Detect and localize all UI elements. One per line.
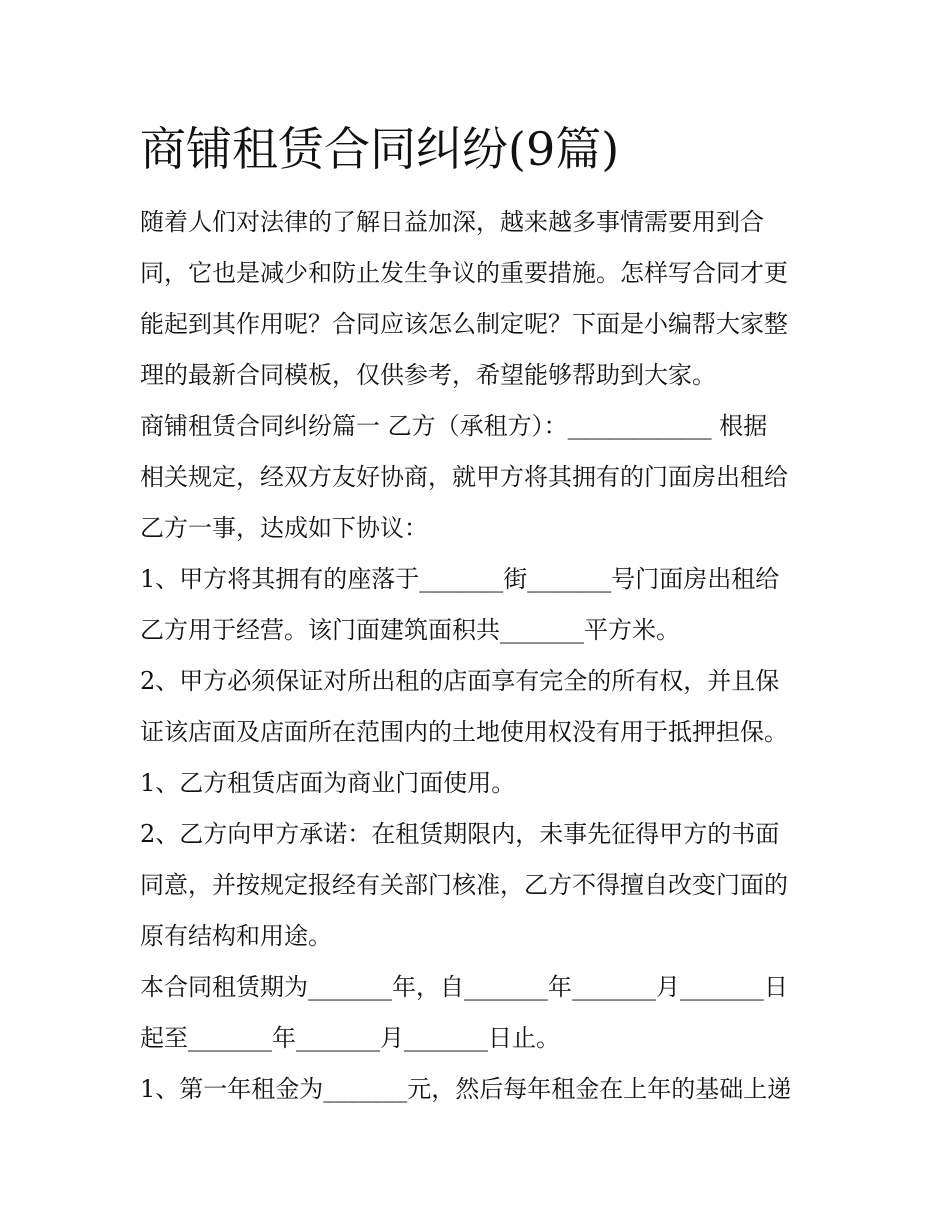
text-line: 商铺租赁合同纠纷篇一 乙方（承租方）：____________ 根据 <box>140 412 768 440</box>
text-line: 1、甲方将其拥有的座落于_______街_______号门面房出租给 <box>140 565 780 593</box>
text-line: 同，它也是减少和防止发生争议的重要措施。怎样写合同才更 <box>140 259 788 287</box>
text-line: 同意，并按规定报经有关部门核准，乙方不得擅自改变门面的 <box>140 871 788 899</box>
document-body <box>140 197 820 1115</box>
text-line: 起至_______年_______月_______日止。 <box>140 1024 560 1052</box>
document-title: 商铺租赁合同纠纷(9篇) <box>140 122 620 176</box>
text-line: 1、乙方租赁店面为商业门面使用。 <box>140 769 516 797</box>
text-line: 2、甲方必须保证对所出租的店面享有完全的所有权，并且保 <box>140 667 780 695</box>
text-line: 理的最新合同模板，仅供参考，希望能够帮助到大家。 <box>140 361 716 389</box>
text-line: 乙方一事，达成如下协议： <box>140 514 428 542</box>
text-line: 能起到其作用呢？合同应该怎么制定呢？下面是小编帮大家整 <box>140 310 788 338</box>
text-line: 相关规定，经双方友好协商，就甲方将其拥有的门面房出租给 <box>140 463 788 491</box>
text-line: 证该店面及店面所在范围内的土地使用权没有用于抵押担保。 <box>140 718 788 746</box>
document-content <box>140 118 820 1115</box>
text-line: 2、乙方向甲方承诺：在租赁期限内，未事先征得甲方的书面 <box>140 820 780 848</box>
text-line: 本合同租赁期为_______年，自_______年_______月_______日 <box>140 973 788 1001</box>
text-line: 乙方用于经营。该门面建筑面积共_______平方米。 <box>140 616 680 644</box>
text-line: 随着人们对法律的了解日益加深，越来越多事情需要用到合 <box>140 208 764 236</box>
text-line: 1、第一年租金为_______元，然后每年租金在上年的基础上递 <box>140 1075 792 1103</box>
text-line: 原有结构和用途。 <box>140 922 332 950</box>
